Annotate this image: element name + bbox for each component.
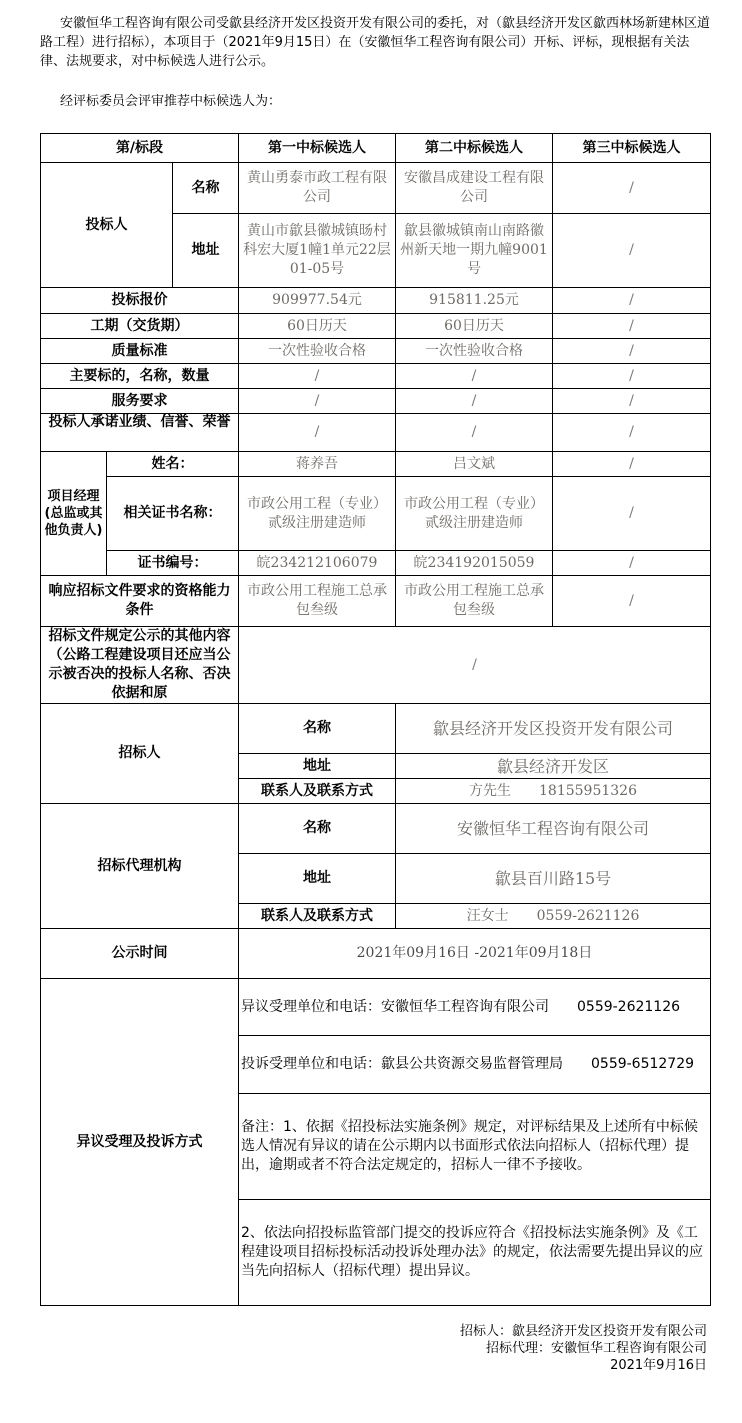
other-label: 招标文件规定公示的其他内容（公路工程建设项目还应当公示被否决的投标人名称、否决依据和原 xyxy=(48,628,231,701)
manager-cert-no-1: 皖234212106079 xyxy=(239,551,396,576)
period-label: 工期（交货期） xyxy=(41,314,239,339)
promise-1: / xyxy=(239,414,396,452)
recommend-text: 经评标委员会评审推荐中标候选人为： xyxy=(60,94,282,109)
tenderee-address-label: 地址 xyxy=(239,754,396,779)
manager-cert-2: 市政公用工程（专业）贰级注册建造师 xyxy=(396,477,553,551)
manager-name-label: 姓名： xyxy=(107,452,239,477)
manager-cert-no-2: 皖234192015059 xyxy=(396,551,553,576)
manager-name-3: / xyxy=(553,452,711,477)
table-row xyxy=(41,414,711,452)
price-3: / xyxy=(553,288,711,314)
qualification-label: 响应招标文件要求的资格能力条件 xyxy=(41,576,239,627)
manager-cert-no-3: / xyxy=(553,551,711,576)
note-2: 2、依法向招投标监管部门提交的投诉应符合《招投标法实施条例》及《工程建设项目招标投标活动投诉处理办法》的规定，依法需要先提出异议的应当先向招标人（招标代理）提出异议。 xyxy=(239,1200,711,1306)
service-label: 服务要求 xyxy=(41,389,239,414)
qualification-1: 市政公用工程施工总承包叁级 xyxy=(239,576,396,627)
subject-label: 主要标的，名称，数量 xyxy=(41,364,239,389)
footer-tenderee: 招标人：歙县经济开发区投资开发有限公司 xyxy=(459,1324,707,1339)
appeal-contact: 投诉受理单位和电话：歙县公共资源交易监督管理局 0559-6512729 xyxy=(239,1036,711,1094)
manager-cert-1: 市政公用工程（专业）贰级注册建造师 xyxy=(239,477,396,551)
table-row xyxy=(41,477,711,551)
table-row xyxy=(41,627,711,704)
quality-2: 一次性验收合格 xyxy=(396,339,553,364)
publicity-value: 2021年09月16日 -2021年09月18日 xyxy=(239,929,711,979)
quality-1: 一次性验收合格 xyxy=(239,339,396,364)
manager-label: 项目经理(总监或其他负责人) xyxy=(41,452,107,576)
manager-cert-label: 相关证书名称： xyxy=(107,477,239,551)
header-second-candidate: 第二中标候选人 xyxy=(396,134,553,163)
promise-2: / xyxy=(396,414,553,452)
header-section: 第/标段 xyxy=(41,134,239,163)
agency-name-label: 名称 xyxy=(239,804,396,854)
header-third-candidate: 第三中标候选人 xyxy=(553,134,711,163)
price-2: 915811.25元 xyxy=(396,288,553,314)
agency-name: 安徽恒华工程咨询有限公司 xyxy=(396,804,711,854)
table-row xyxy=(41,364,711,389)
manager-cert-3: / xyxy=(553,477,711,551)
bidder-name-label: 名称 xyxy=(173,163,239,214)
bidder-address-2: 歙县徽城镇南山南路徽州新天地一期九幢9001号 xyxy=(396,214,553,288)
bidder-name-2: 安徽昌成建设工程有限公司 xyxy=(396,163,553,214)
tenderee-contact: 方先生 18155951326 xyxy=(396,779,711,804)
qualification-3: / xyxy=(553,576,711,627)
manager-name-2: 吕文斌 xyxy=(396,452,553,477)
other-label-cell xyxy=(41,627,239,704)
period-3: / xyxy=(553,314,711,339)
table-row xyxy=(41,314,711,339)
table-row xyxy=(41,288,711,314)
table-row xyxy=(41,452,711,477)
note-1: 备注：1、依据《招投标法实施条例》规定，对评标结果及上述所有中标候选人情况有异议的请在公示期内以书面形式依法向招标人（招标代理）提出，逾期或者不符合法定规定的，招标人一律不予接收。 xyxy=(239,1094,711,1200)
complaint-label: 异议受理及投诉方式 xyxy=(41,979,239,1306)
tenderee-name-label: 名称 xyxy=(239,704,396,754)
agency-contact: 汪女士 0559-2621126 xyxy=(396,904,711,929)
table-row xyxy=(41,339,711,364)
agency-address-label: 地址 xyxy=(239,854,396,904)
tenderee-address: 歙县经济开发区 xyxy=(396,754,711,779)
bidder-name-3: / xyxy=(553,163,711,214)
manager-cert-no-label: 证书编号： xyxy=(107,551,239,576)
price-label: 投标报价 xyxy=(41,288,239,314)
manager-name-1: 蒋养吾 xyxy=(239,452,396,477)
promise-label: 投标人承诺业绩、信誉、荣誉 xyxy=(41,414,239,452)
table-row xyxy=(41,804,711,854)
header-first-candidate: 第一中标候选人 xyxy=(239,134,396,163)
publicity-label: 公示时间 xyxy=(41,929,239,979)
subject-2: / xyxy=(396,364,553,389)
quality-3: / xyxy=(553,339,711,364)
agency-contact-label: 联系人及联系方式 xyxy=(239,904,396,929)
table-row xyxy=(41,551,711,576)
signature-block xyxy=(460,1323,707,1374)
price-1: 909977.54元 xyxy=(239,288,396,314)
other-value: / xyxy=(239,627,711,704)
quality-label: 质量标准 xyxy=(41,339,239,364)
table-row xyxy=(41,704,711,754)
qualification-2: 市政公用工程施工总承包叁级 xyxy=(396,576,553,627)
footer-agency: 招标代理：安徽恒华工程咨询有限公司 xyxy=(485,1341,707,1356)
bidder-address-label: 地址 xyxy=(173,214,239,288)
bidder-name-1: 黄山勇泰市政工程有限公司 xyxy=(239,163,396,214)
bidder-address-1: 黄山市歙县徽城镇旸村科宏大厦1幢1单元22层01-05号 xyxy=(239,214,396,288)
service-1: / xyxy=(239,389,396,414)
table-row xyxy=(41,929,711,979)
service-3: / xyxy=(553,389,711,414)
subject-3: / xyxy=(553,364,711,389)
tenderee-contact-label: 联系人及联系方式 xyxy=(239,779,396,804)
period-1: 60日历天 xyxy=(239,314,396,339)
table-header-row xyxy=(41,134,711,163)
tenderee-label: 招标人 xyxy=(41,704,239,804)
bidder-address-3: / xyxy=(553,214,711,288)
candidate-table xyxy=(40,133,711,1306)
objection-contact: 异议受理单位和电话：安徽恒华工程咨询有限公司 0559-2621126 xyxy=(239,979,711,1036)
promise-3: / xyxy=(553,414,711,452)
service-2: / xyxy=(396,389,553,414)
bidder-label: 投标人 xyxy=(41,163,173,288)
period-2: 60日历天 xyxy=(396,314,553,339)
table-row xyxy=(41,979,711,1036)
footer-date: 2021年9月16日 xyxy=(610,1358,707,1373)
table-row xyxy=(41,576,711,627)
table-row xyxy=(41,389,711,414)
table-row xyxy=(41,163,711,214)
agency-label: 招标代理机构 xyxy=(41,804,239,929)
agency-address: 歙县百川路15号 xyxy=(396,854,711,904)
intro-paragraph: 安徽恒华工程咨询有限公司受歙县经济开发区投资开发有限公司的委托，对（歙县经济开发区歙西林场新建林区道路工程）进行招标），本项目于（2021年9月15日）在（安徽恒华工程咨询有限公司）开标、评标，现根据有关法律、法规要求，对中标候选人进行公示。 xyxy=(40,16,711,69)
tenderee-name: 歙县经济开发区投资开发有限公司 xyxy=(396,704,711,754)
subject-1: / xyxy=(239,364,396,389)
